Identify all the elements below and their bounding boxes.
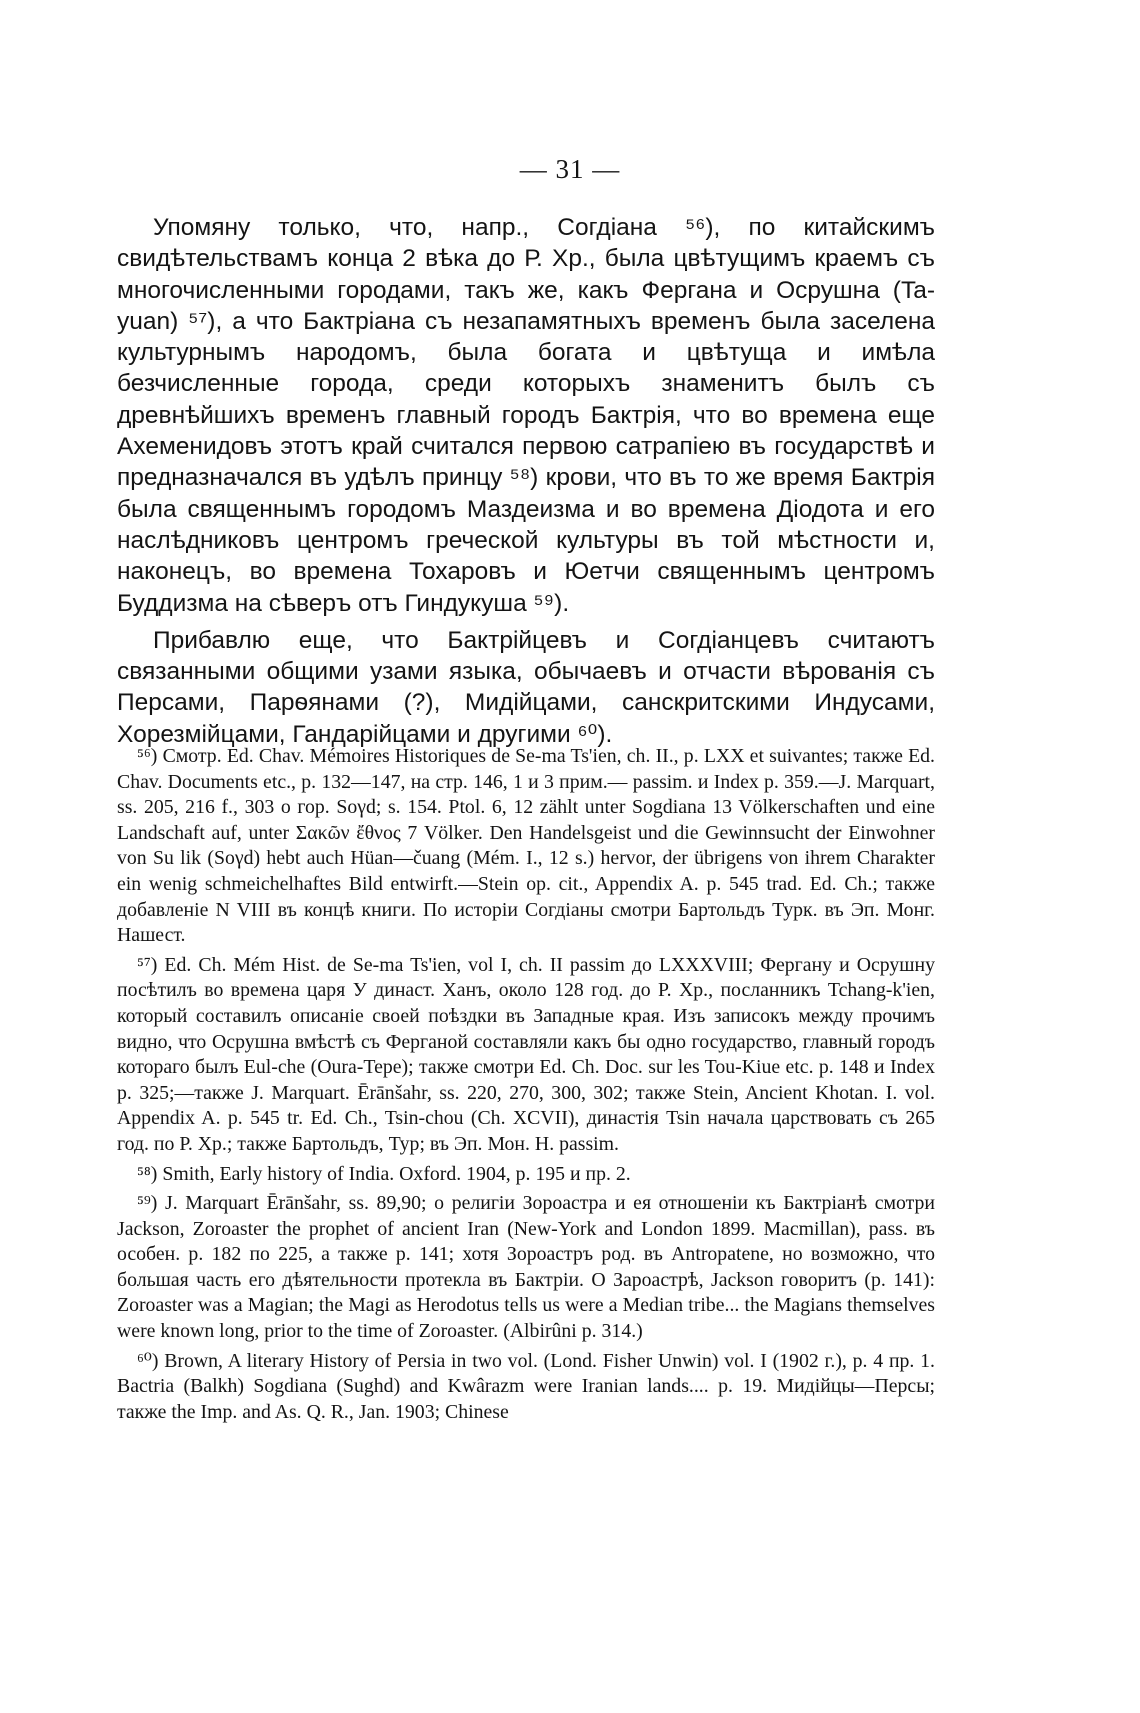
footnote-text: Brown, A literary History of Persia in two vol. (Lond. Fisher Unwin) vol. I (1902 г.), p. 4 пр. 1. Bactria (Balkh) Sogdiana (Sughd) and Kwârazm were Iranian lands.... p. 19. Мидійцы—Персы; также the Imp. and As. Q. R., Jan. 1903; Chinese: [117, 1349, 935, 1423]
footnote-number: ⁵⁹): [137, 1192, 158, 1215]
body-paragraph: Прибавлю еще, что Бактрійцевъ и Согдіанцевъ считаютъ связанными общими узами языка, обычаевъ и отчасти вѣрованія съ Персами, Парѳянами (?), Мидійцами, санскритскими Индусами, Хорезмійцами, Гандарійцами и другими ⁶⁰).: [117, 626, 935, 748]
body-paragraph: Упомяну только, что, напр., Согдіана ⁵⁶), по китайскимъ свидѣтельствамъ конца 2 вѣка до Р. Хр., была цвѣтущимъ краемъ съ многочисленными городами, такъ же, какъ Фергана и Осрушна (Ta-yuan) ⁵⁷), а что Бактріана съ незапамятныхъ временъ была заселена культурнымъ народомъ, была богата и цвѣтуща и имѣла безчисленные города, среди которыхъ знаменитъ былъ съ древнѣйшихъ временъ главный городъ Бактрія, что во времена еще Ахеменидовъ этотъ край считался первою сатрапіею въ государствѣ и предназначался въ удѣлъ принцу ⁵⁸) крови, что въ то же время Бактрія была священнымъ городомъ Маздеизма и во времена Діодота и его наслѣдниковъ центромъ греческой культуры въ той мѣстности и, наконецъ, во времена Тохаровъ и Юетчи священнымъ центромъ Буддизма на сѣверъ отъ Гиндукуша ⁵⁹).: [117, 214, 935, 617]
footnote: [117, 953, 935, 1158]
footnote-number: ⁵⁷): [137, 953, 158, 976]
footnote-text: Смотр. Ed. Chav. Mémoires Historiques de Se-ma Ts'ien, ch. II., p. LXX et suivantes; также Ed. Chav. Documents etc., p. 132—147, на стр. 146, 1 и 3 прим.— passim. и Index p. 359.—J. Marquart, ss. 205, 216 f., 303 о гор. Soγd; s. 154. Ptol. 6, 12 zählt unter Sogdiana 13 Völkerschaften und eine Landschaft auf, unter Σακῶν ἔθνος 7 Völker. Den Handelsgeist und die Gewinnsucht der Einwohner von Su lik (Soγd) hebt auch Hüan—čuang (Mém. I., 12 s.) hervor, der übrigens von ihrem Charakter ein wenig schmeichelhaftes Bild entwirft.—Stein op. cit., Appendix A. p. 545 trad. Ed. Ch.; также добавленіе N VIII въ концѣ книги. По исторіи Согдіаны смотри Бартольдъ Турк. въ Эп. Монг. Нашест.: [117, 745, 935, 947]
footnote-number: ⁵⁶): [137, 745, 158, 767]
footnote: [117, 1162, 935, 1188]
main-text: [117, 212, 935, 756]
footnote: [117, 1191, 935, 1345]
footnote-text: Ed. Ch. Mém Hist. de Se-ma Ts'ien, vol I, ch. II passim до LXXXVIII; Фергану и Осрушну посѣтилъ во времена царя У династ. Ханъ, около 128 год. до Р. Хр., посланникъ Tchang-k'ien, который составилъ описаніе своей поѣздки въ Западные края. Изъ записокъ между прочимъ видно, что Осрушна вмѣстѣ съ Ферганой составляли какъ бы одно государство, главный городъ котораго былъ Eul-che (Oura-Tepe); также смотри Ed. Ch. Doc. sur les Tou-Kiue etc. p. 148 и Index p. 325;—также J. Marquart. Ērānšahr, ss. 220, 270, 300, 302; также Stein, Ancient Khotan. I. vol. Appendix A. p. 545 tr. Ed. Ch., Tsin-chou (Ch. XCVII), династія Tsin начала царствовать съ 265 год. по Р. Хр.; также Бартольдъ, Тур; въ Эп. Мон. Н. passim.: [117, 953, 935, 1155]
footnote: [117, 1349, 935, 1426]
footnotes: [117, 744, 935, 1429]
footnote-text: Smith, Early history of India. Oxford. 1904, p. 195 и пр. 2.: [162, 1162, 631, 1185]
footnote-text: J. Marquart Ērānšahr, ss. 89,90; о религіи Зороастра и ея отношеніи къ Бактріанѣ смотри Jackson, Zoroaster the prophet of ancient Iran (New-York and London 1899. Macmillan), pass. въ особен. p. 182 по 225, а также p. 141; хотя Зороастръ род. въ Antropatene, но возможно, что большая часть его дѣятельности протекла въ Бактріи. О Зароастрѣ, Jackson говоритъ (p. 141): Zoroaster was a Magian; the Magi as Herodotus tells us were a Median tribe... the Magians themselves were known long, prior to the time of Zoroaster. (Albirûni p. 314.): [117, 1192, 935, 1343]
footnote: [117, 744, 935, 949]
footnote-number: ⁵⁸): [137, 1162, 158, 1185]
page-number: — 31 —: [519, 154, 621, 184]
footnote-number: ⁶⁰): [137, 1349, 159, 1372]
